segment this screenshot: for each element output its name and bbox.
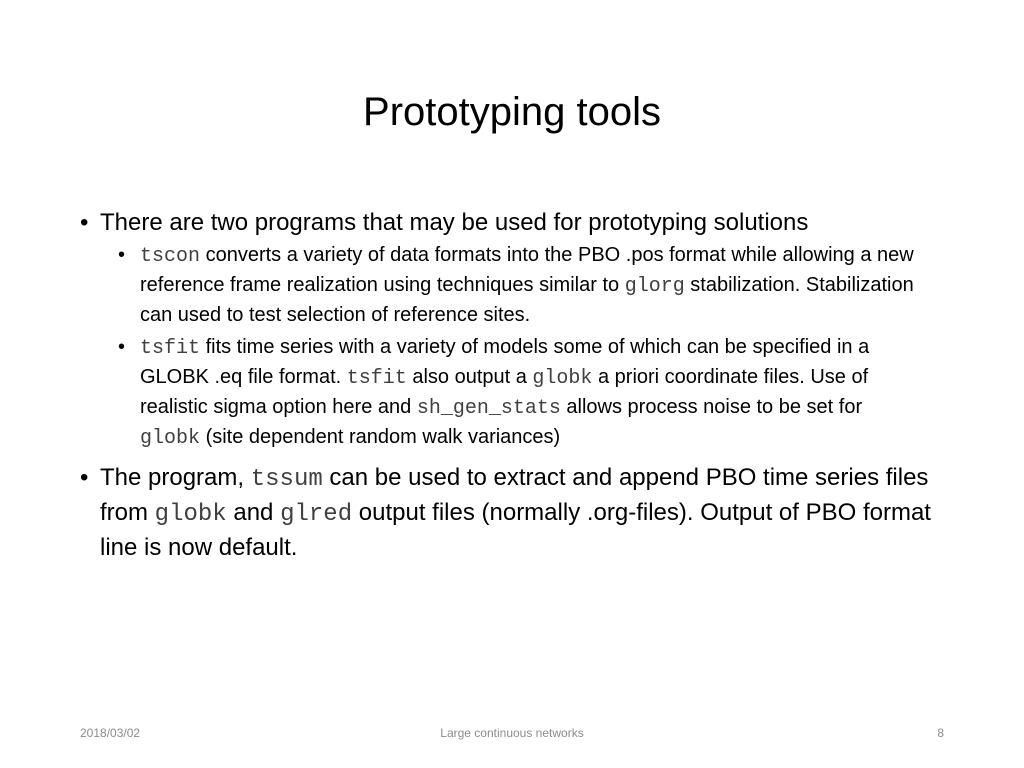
text-segment: a priori coordinate files. Use of realistic sigma option here and: [140, 366, 869, 418]
text-segment: output files (normally .org-files). Output of PBO format line is now default.: [100, 499, 931, 561]
footer-title: Large continuous networks: [440, 726, 584, 740]
code-tsfit: tsfit: [140, 337, 201, 360]
bullet-icon: •: [80, 209, 89, 236]
code-globk: globk: [154, 501, 227, 528]
text-segment: can be used to extract and append PBO time series files from: [100, 464, 929, 526]
text-segment: stabilization. Stabilization can used to test selection of reference sites.: [140, 274, 914, 326]
text-segment: allows process noise to be set for: [560, 396, 863, 418]
slide-content: [78, 206, 958, 572]
sub-bullet-icon: •: [118, 244, 126, 266]
code-glorg: glorg: [624, 275, 685, 298]
code-glred: glred: [280, 501, 353, 528]
footer-date: 2018/03/02: [80, 726, 141, 740]
code-globk: globk: [140, 427, 201, 450]
code-tssum: tssum: [250, 466, 323, 493]
code-tsfit: tsfit: [346, 367, 407, 390]
text-segment: converts a variety of data formats into the PBO .pos format while allowing a new reference frame realization using techniques similar to: [140, 244, 914, 296]
footer-page-number: 8: [937, 726, 944, 740]
slide-title: Prototyping tools: [363, 90, 661, 134]
bullet-icon: •: [80, 464, 89, 491]
text-segment: fits time series with a variety of models some of which can be specified in a GLOBK .eq file format.: [140, 336, 870, 388]
sub-bullet-tsfit: [102, 333, 920, 453]
code-tscon: tscon: [140, 245, 201, 268]
code-globk: globk: [532, 367, 593, 390]
text-segment: The program,: [100, 464, 251, 491]
code-sh-gen-stats: sh_gen_stats: [416, 397, 561, 420]
text-segment: (site dependent random walk variances): [200, 426, 561, 448]
bullet-text: There are two programs that may be used for prototyping solutions: [100, 209, 809, 236]
bullet-item-tssum: [78, 461, 958, 564]
text-segment: also output a: [406, 366, 533, 388]
sub-bullet-icon: •: [118, 336, 126, 358]
bullet-item-programs: [78, 206, 958, 453]
bullet-list: [78, 206, 958, 564]
sub-bullet-tscon: [102, 241, 920, 329]
text-segment: and: [226, 499, 281, 526]
sub-bullet-list: [100, 241, 958, 453]
